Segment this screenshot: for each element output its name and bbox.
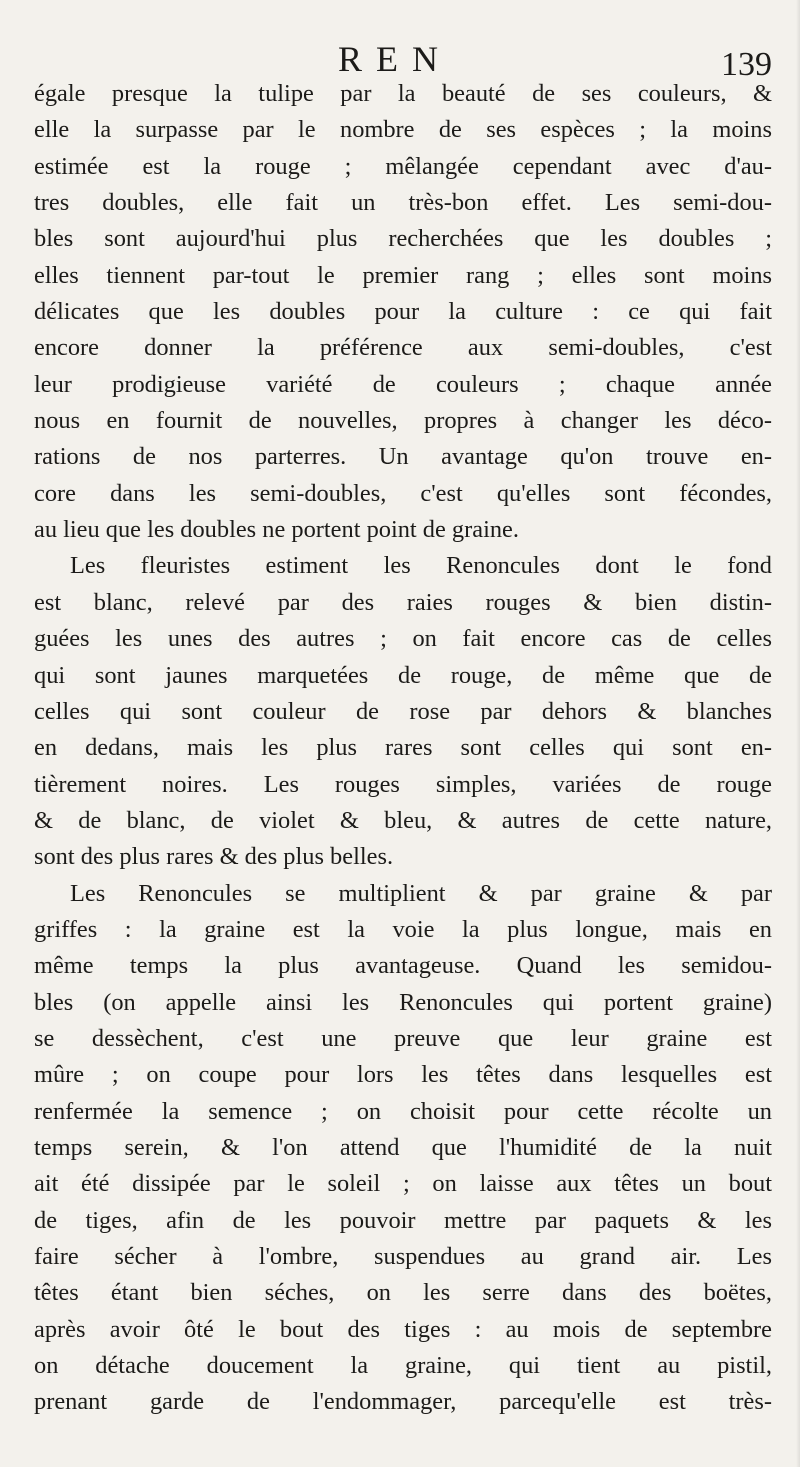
page-edge-shadow (796, 0, 800, 1467)
text-line: faire sécher à l'ombre, suspendues au grand air. Les (34, 1243, 772, 1270)
text-line: Les Renoncules se multiplient & par graine & par (70, 879, 772, 907)
text-line: encore donner la préférence aux semi-doubles, c'est (34, 334, 772, 362)
page-number: 139 (721, 46, 772, 83)
text-line: & de blanc, de violet & bleu, & autres de cette nature, (34, 806, 772, 834)
text-line: en dedans, mais les plus rares sont celles qui sont en- (34, 734, 772, 762)
text-line: après avoir ôté le bout des tiges : au mois de septembre (34, 1315, 772, 1343)
text-line: au lieu que les doubles ne portent point de graine. (34, 516, 519, 544)
text-line: guées les unes des autres ; on fait encore cas de celles (34, 625, 772, 653)
text-line: ait été dissipée par le soleil ; on laisse aux têtes un bout (34, 1170, 772, 1198)
text-line: griffes : la graine est la voie la plus longue, mais en (34, 915, 772, 943)
text-line: délicates que les doubles pour la culture : ce qui fait (34, 298, 772, 326)
text-line: Les fleuristes estiment les Renoncules dont le fond (70, 552, 772, 580)
text-line: tres doubles, elle fait un très-bon effet. Les semi-dou- (34, 189, 772, 217)
text-line: rations de nos parterres. Un avantage qu'on trouve en- (34, 443, 772, 471)
text-line: celles qui sont couleur de rose par dehors & blanches (34, 697, 772, 725)
text-line: égale presque la tulipe par la beauté de ses couleurs, & (34, 80, 772, 107)
body-text (34, 76, 772, 1421)
text-line: nous en fournit de nouvelles, propres à changer les déco- (34, 407, 772, 435)
text-line: prenant garde de l'endommager, parcequ'elle est très- (34, 1388, 772, 1416)
text-line: renfermée la semence ; on choisit pour cette récolte un (34, 1097, 772, 1125)
text-line: elles tiennent par-tout le premier rang ; elles sont moins (34, 261, 772, 289)
text-line: qui sont jaunes marquetées de rouge, de même que de (34, 661, 772, 689)
text-line: mûre ; on coupe pour lors les têtes dans lesquelles est (34, 1061, 772, 1089)
text-line: même temps la plus avantageuse. Quand les semidou- (34, 952, 772, 980)
text-line: têtes étant bien séches, on les serre dans des boëtes, (34, 1279, 772, 1307)
text-line: on détache doucement la graine, qui tient au pistil, (34, 1352, 772, 1380)
running-head: REN (338, 39, 452, 79)
text-line: bles sont aujourd'hui plus recherchées que les doubles ; (34, 225, 772, 253)
text-line: est blanc, relevé par des raies rouges & bien distin- (34, 588, 772, 616)
text-line: temps serein, & l'on attend que l'humidité de la nuit (34, 1133, 772, 1161)
text-line: sont des plus rares & des plus belles. (34, 843, 394, 871)
text-line: estimée est la rouge ; mêlangée cependant avec d'au- (34, 152, 772, 180)
text-line: tièrement noires. Les rouges simples, variées de rouge (34, 770, 772, 798)
text-line: se dessèchent, c'est une preuve que leur graine est (34, 1024, 772, 1052)
text-line: de tiges, afin de les pouvoir mettre par paquets & les (34, 1206, 772, 1234)
text-line: bles (on appelle ainsi les Renoncules qui portent graine) (34, 988, 772, 1016)
text-line: core dans les semi-doubles, c'est qu'elles sont fécondes, (34, 479, 772, 507)
text-line: elle la surpasse par le nombre de ses espèces ; la moins (34, 116, 772, 144)
text-line: leur prodigieuse variété de couleurs ; chaque année (34, 370, 772, 398)
